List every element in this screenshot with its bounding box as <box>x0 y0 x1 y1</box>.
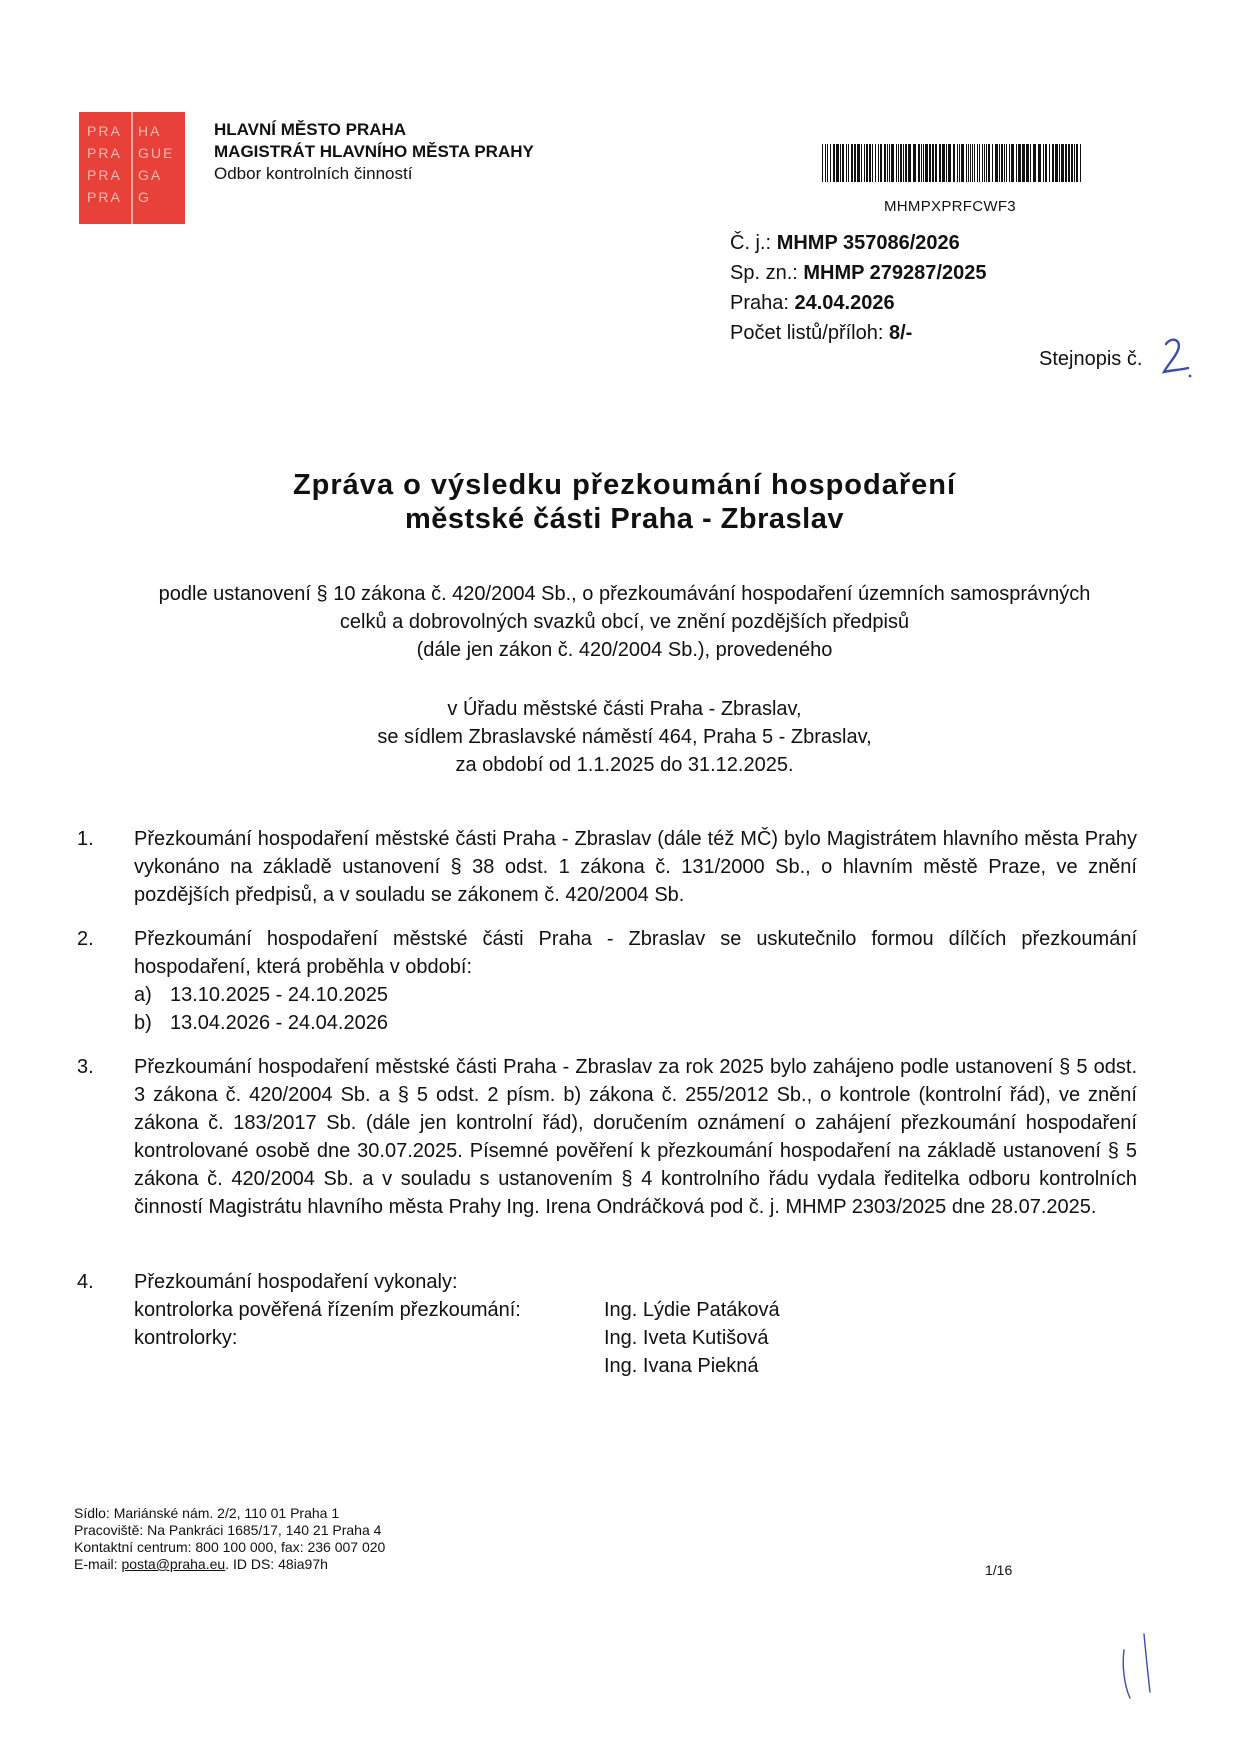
barcode-bar <box>939 144 941 182</box>
barcode-bar <box>957 144 958 182</box>
auditor-row <box>134 1352 1034 1380</box>
footer-workplace: Pracoviště: Na Pankráci 1685/17, 140 21 Praha 4 <box>74 1522 382 1538</box>
barcode-bar <box>1065 144 1067 182</box>
org-department: Odbor kontrolních činností <box>214 164 413 183</box>
barcode-bar <box>854 144 856 182</box>
barcode-bar <box>896 144 897 182</box>
barcode-bar <box>869 144 871 182</box>
ref-count-label: Počet listů/příloh: <box>730 322 884 344</box>
barcode-bar <box>827 144 828 182</box>
barcode-bar <box>1038 144 1041 182</box>
title-line-1: Zpráva o výsledku přezkoumání hospodaření <box>292 469 957 501</box>
ref-cj-value: MHMP 357086/2026 <box>776 232 960 254</box>
item-number: 3. <box>77 1056 94 1078</box>
barcode-bar <box>995 144 998 182</box>
barcode-bar <box>887 144 888 182</box>
logo-text: PRA <box>87 167 122 183</box>
barcode-bar <box>898 144 899 182</box>
sub-item <box>134 981 1137 1009</box>
barcode-bar <box>884 144 886 182</box>
barcode-bar <box>979 144 980 182</box>
item-number: 4. <box>77 1271 94 1293</box>
item-text: Přezkoumání hospodaření městské části Praha - Zbraslav za rok 2025 bylo zahájeno podle ustanovení § 5 odst. 3 zákona č. 420/2004 Sb. a § 5 odst. 2 písm. b) zákona č. 255/2012 Sb., o kontrole (kontrolní řád), ve znění zákona č. 183/2017 Sb. (dále jen kontrolní řád), doručením oznámení o zahájení přezkoumání hospodaření kontrolované osobě dne 30.07.2025. Písemné pověření k přezkoumání hospodaření na základě ustanovení § 5 zákona č. 420/2004 Sb. a v souladu s ustanovením § 4 kontrolního řádu vydala ředitelka odboru kontrolních činností Magistrátu hlavního města Prahy Ing. Irena Ondráčková pod č. j. MHMP 2303/2025 dne 28.07.2025. <box>134 1056 1137 1218</box>
place-line-1: v Úřadu městské části Praha - Zbraslav, <box>447 698 802 720</box>
barcode-bar <box>935 144 937 182</box>
barcode-bar <box>846 144 847 182</box>
barcode <box>822 144 1084 182</box>
barcode-bar <box>992 144 993 182</box>
barcode-text: MHMPXPRFCWF3 <box>884 198 1016 215</box>
barcode-bar <box>1045 144 1047 182</box>
barcode-bar <box>830 144 831 182</box>
barcode-bar <box>921 144 922 182</box>
barcode-bar <box>1004 144 1005 182</box>
item-text: Přezkoumání hospodaření vykonaly: <box>134 1271 458 1293</box>
ref-cj <box>730 228 986 258</box>
sub-item-letter: b) <box>134 1012 152 1034</box>
intro-line-3: (dále jen zákon č. 420/2004 Sb.), provedeného <box>416 639 833 661</box>
footer-seat: Sídlo: Mariánské nám. 2/2, 110 01 Praha 1 <box>74 1505 340 1521</box>
barcode-bar <box>932 144 934 182</box>
item-text-block <box>134 925 1137 1037</box>
barcode-bar <box>908 144 911 182</box>
barcode-bar <box>999 144 1000 182</box>
barcode-bar <box>970 144 971 182</box>
barcode-bar <box>946 144 947 182</box>
organization-block <box>214 119 534 185</box>
barcode-bar <box>822 144 823 182</box>
barcode-bar <box>1022 144 1025 182</box>
barcode-bar <box>1001 144 1003 182</box>
auditor-row <box>134 1296 1034 1324</box>
barcode-bar <box>913 144 916 182</box>
barcode-bar <box>977 144 978 182</box>
logo-divider <box>131 112 133 224</box>
auditor-name: Ing. Ivana Piekná <box>604 1355 759 1377</box>
barcode-bar <box>1061 144 1064 182</box>
barcode-bar <box>1068 144 1070 182</box>
org-office: MAGISTRÁT HLAVNÍHO MĚSTA PRAHY <box>214 142 534 161</box>
barcode-bar <box>1026 144 1029 182</box>
barcode-bar <box>953 144 955 182</box>
ref-date-label: Praha: <box>730 292 789 314</box>
ref-date-value: 24.04.2026 <box>794 292 895 314</box>
barcode-bar <box>864 144 865 182</box>
barcode-bar <box>923 144 924 182</box>
item-text: Přezkoumání hospodaření městské části Praha - Zbraslav se uskutečnilo formou dílčích přezkoumání hospodaření, která proběhla v období: <box>134 928 1137 978</box>
barcode-bar <box>840 144 841 182</box>
barcode-bar <box>1009 144 1010 182</box>
praha-logo <box>79 112 185 224</box>
ref-spzn <box>730 258 986 288</box>
item-text: Přezkoumání hospodaření městské části Praha - Zbraslav (dále též MČ) bylo Magistrátem hlavního města Prahy vykonáno na základě ustanovení § 38 odst. 1 zákona č. 131/2000 Sb., o hlavním městě Praze, ve znění pozdějších předpisů, a v souladu se zákonem č. 420/2004 Sb. <box>134 828 1137 906</box>
barcode-bar <box>961 144 964 182</box>
barcode-bar <box>891 144 894 182</box>
handwritten-copy-number <box>1158 334 1192 380</box>
barcode-bar <box>1080 144 1081 182</box>
intro-line-1: podle ustanovení § 10 zákona č. 420/2004 Sb., o přezkoumávání hospodaření územních samosprávných <box>158 583 1091 605</box>
barcode-bar <box>918 144 920 182</box>
barcode-bar <box>966 144 967 182</box>
page-number: 1/16 <box>985 1562 1013 1578</box>
barcode-bar <box>942 144 945 182</box>
logo-text: PRA <box>87 145 122 161</box>
audit-place <box>0 695 1249 779</box>
barcode-bar <box>1033 144 1036 182</box>
barcode-bar <box>1016 144 1017 182</box>
title-line-2: městské části Praha - Zbraslav <box>405 503 844 535</box>
sub-item-text: 13.10.2025 - 24.10.2025 <box>170 984 388 1006</box>
auditor-name: Ing. Lýdie Patáková <box>604 1299 780 1321</box>
sub-item-letter: a) <box>134 984 152 1006</box>
barcode-bar <box>903 144 904 182</box>
logo-text: PRA <box>87 189 122 205</box>
barcode-bar <box>833 144 835 182</box>
barcode-bar <box>872 144 873 182</box>
auditor-role: kontrolorky: <box>134 1327 238 1349</box>
logo-text: G <box>138 189 151 205</box>
logo-text: GUE <box>138 145 175 161</box>
ref-spzn-value: MHMP 279287/2025 <box>803 262 987 284</box>
handwritten-mark <box>1116 1630 1160 1710</box>
logo-right-column <box>138 120 174 208</box>
barcode-bar <box>1049 144 1050 182</box>
barcode-bar <box>878 144 879 182</box>
sub-item <box>134 1009 1137 1037</box>
barcode-bar <box>851 144 853 182</box>
auditors-table <box>134 1296 1034 1380</box>
barcode-bar <box>866 144 868 182</box>
barcode-bar <box>861 144 862 182</box>
barcode-bar <box>968 144 969 182</box>
barcode-bar <box>1006 144 1007 182</box>
barcode-bar <box>929 144 931 182</box>
ref-count-value: 8/- <box>888 322 913 344</box>
barcode-bar <box>889 144 890 182</box>
barcode-bar <box>974 144 975 182</box>
barcode-bar <box>825 144 826 182</box>
barcode-bar <box>972 144 973 182</box>
barcode-bar <box>1055 144 1058 182</box>
auditor-name: Ing. Iveta Kutišová <box>604 1327 769 1349</box>
barcode-bar <box>948 144 951 182</box>
barcode-bar <box>836 144 839 182</box>
item-number: 2. <box>77 928 94 950</box>
barcode-bar <box>1071 144 1073 182</box>
ref-spzn-label: Sp. zn.: <box>730 262 798 284</box>
barcode-bar <box>875 144 876 182</box>
barcode-bar <box>905 144 907 182</box>
barcode-bar <box>857 144 860 182</box>
barcode-bar <box>880 144 882 182</box>
reference-block <box>730 228 986 348</box>
logo-text: GA <box>138 167 163 183</box>
document-title <box>0 468 1249 536</box>
logo-text: PRA <box>87 123 122 139</box>
barcode-bar <box>925 144 928 182</box>
email-link[interactable]: posta@praha.eu <box>121 1556 226 1572</box>
barcode-bar <box>1043 144 1044 182</box>
logo-left-column <box>87 120 122 208</box>
barcode-bar <box>984 144 985 182</box>
barcode-bar <box>900 144 902 182</box>
barcode-bar <box>1011 144 1014 182</box>
place-line-2: se sídlem Zbraslavské náměstí 464, Praha 5 - Zbraslav, <box>377 726 872 748</box>
sub-item-text: 13.04.2026 - 24.04.2026 <box>170 1012 388 1034</box>
footer-email-line <box>74 1556 385 1573</box>
intro-paragraph <box>0 580 1249 664</box>
footer-data-box-id: . ID DS: 48ia97h <box>225 1556 328 1572</box>
barcode-bar <box>988 144 990 182</box>
logo-text: HA <box>138 123 162 139</box>
barcode-bar <box>1076 144 1078 182</box>
org-name: HLAVNÍ MĚSTO PRAHA <box>214 120 407 139</box>
footer-contact-center: Kontaktní centrum: 800 100 000, fax: 236 007 020 <box>74 1539 386 1555</box>
barcode-bar <box>1059 144 1060 182</box>
barcode-bar <box>848 144 849 182</box>
auditor-row <box>134 1324 1034 1352</box>
intro-line-2: celků a dobrovolných svazků obcí, ve znění pozdějších předpisů <box>339 611 910 633</box>
item-number: 1. <box>77 828 94 850</box>
barcode-bar <box>1052 144 1054 182</box>
ref-cj-label: Č. j.: <box>730 232 772 254</box>
auditor-role: kontrolorka pověřená řízením přezkoumání: <box>134 1299 521 1321</box>
barcode-bar <box>842 144 844 182</box>
barcode-bar <box>1030 144 1031 182</box>
ref-count <box>730 318 986 348</box>
barcode-bar <box>982 144 983 182</box>
place-line-3: za období od 1.1.2025 do 31.12.2025. <box>455 754 794 776</box>
barcode-bar <box>986 144 987 182</box>
footer-email-label: E-mail: <box>74 1556 118 1572</box>
barcode-bar <box>959 144 960 182</box>
copy-number-label: Stejnopis č. <box>1039 348 1143 370</box>
ref-date <box>730 288 986 318</box>
barcode-bar <box>1018 144 1021 182</box>
barcode-bar <box>1074 144 1075 182</box>
footer-contacts <box>74 1505 385 1573</box>
